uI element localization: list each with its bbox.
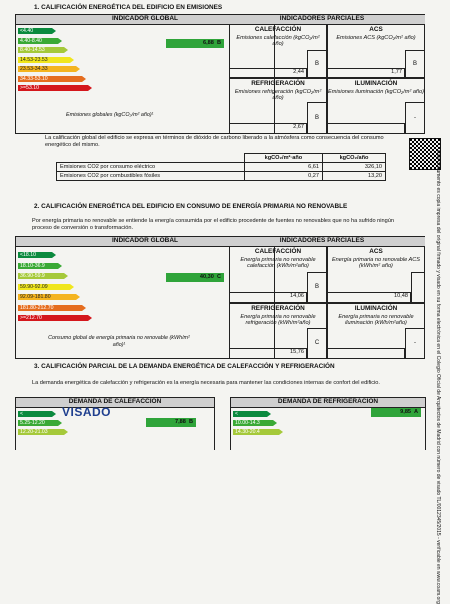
s1-refrigeracion-value: 2,67 [229, 123, 307, 134]
section1-partial-header: INDICADORES PARCIALES [219, 15, 425, 25]
s1-iluminacion-title: ILUMINACIÓN [354, 80, 398, 87]
s1-acs-letter: B [405, 50, 425, 78]
s2-calefaccion-label: Energía primaria no renovable calefacción (kWh/m²año) [240, 257, 316, 270]
scale-bar-3: 36.90-59.9 [18, 273, 64, 279]
section1-title: 1. CALIFICACIÓN ENERGÉTICA DEL EDIFICIO EN EMISIONES [34, 4, 223, 11]
section2-global-label: Consumo global de energía primaria no renovable (kWh/m² año)¹ [48, 335, 190, 348]
table-cell: Emisiones CO2 por consumo eléctrico [57, 163, 245, 172]
scale-bar-7: >=212.70 [18, 315, 88, 321]
s1-refrigeracion-label: Emisiones refrigeración (kgCO₂/m² año) [234, 89, 322, 102]
s1-iluminacion-letter: - [405, 102, 425, 134]
sidebar-text: Este documento es copia impresa del original firmado y visado en su forma electrónica en el Colegio Oficial de Arquitectos de Madrid con número de visado TL/0012345/2015 - verificable en www.coam.org [435, 150, 441, 604]
table-cell: 13,20 [323, 172, 386, 181]
table-cell: Emisiones CO2 por combustibles fósiles [57, 172, 245, 181]
s1-calefaccion-title: CALEFACCIÓN [254, 26, 302, 33]
section2-marker-letter: C [216, 274, 221, 280]
section1-marker-value: 6,88 [202, 40, 214, 46]
s2-acs-letter [411, 272, 425, 303]
section2-note: Por energía primaria no renovable se entiende la energía consumida por el edificio procedente de fuentes no renovables que no ha sufrido ningún proceso de conversión o transformación. [32, 218, 394, 231]
scale-bar-3: 8.40-14.53 [18, 47, 64, 53]
section1-global-label: Emisiones globales (kgCO₂/m² año)¹ [66, 112, 154, 118]
s2-iluminacion-value [327, 348, 405, 359]
section1-marker [166, 39, 224, 48]
section3-title: 3. CALIFICACIÓN PARCIAL DE LA DEMANDA ENERGÉTICA DE CALEFACCIÓN Y REFRIGERACIÓN [34, 363, 335, 370]
scale-bar-6: 181.80-212.70 [18, 305, 82, 311]
section1-note: La calificación global del edificio se expresa en términos de dióxido de carbono liberado a la atmósfera como consecuencia del consumo energético del mismo. [45, 135, 384, 148]
table-header-cell: kgCO₂/año [323, 154, 386, 163]
section3-calef-header: DEMANDA DE CALEFACCIÓN [16, 398, 214, 408]
s2-calefaccion-letter: B [307, 272, 327, 303]
scale-bar-4: 59.90-92.09 [18, 284, 70, 290]
s2-acs-value: 10,48 [327, 292, 411, 303]
scale-bar-1: < [18, 411, 52, 417]
s2-acs-title: ACS [369, 248, 383, 255]
s1-calefaccion-value: 2,44 [229, 68, 307, 78]
scale-bar-7: >=53.10 [18, 85, 88, 91]
s2-calefaccion-value: 14,06 [229, 292, 307, 303]
section2-marker-value: 40,30 [199, 274, 214, 280]
section1-emissions-table [56, 153, 386, 181]
scale-bar-2: 10.00-14.3 [233, 420, 273, 426]
section2-partial-header: INDICADORES PARCIALES [219, 237, 425, 247]
section1-marker-letter: B [216, 40, 221, 46]
scale-bar-6: 34.33-53.10 [18, 76, 82, 82]
scale-bar-2: 5.25-12.20 [18, 420, 58, 426]
section2-global-header: INDICADOR GLOBAL [16, 237, 274, 247]
section3-calef-value: 7,88 [174, 419, 186, 425]
table-cell: 6,61 [244, 163, 322, 172]
s1-iluminacion-value [327, 123, 405, 134]
s2-refrigeracion-label: Energía primaria no renovable refrigeración (kWh/m²año) [240, 314, 316, 327]
table-row [57, 154, 386, 163]
section3-calef-letter: B [188, 419, 193, 425]
scale-bar-1: < [233, 411, 267, 417]
s2-iluminacion-title: ILUMINACIÓN [354, 305, 398, 312]
section3-note: La demanda energética de calefacción y refrigeración es la energía necesaria para mantener las condiciones internas de confort del edificio. [32, 380, 380, 386]
s2-refrigeracion-title: REFRIGERACIÓN [251, 305, 305, 312]
scale-bar-2: 18.10-36.9 [18, 263, 58, 269]
table-row [57, 172, 386, 181]
section3-calef-box [15, 397, 215, 450]
s1-iluminacion-label: Emisiones iluminación (kgCO₂/m² año) [328, 89, 425, 95]
section3-refri-letter: A [413, 409, 418, 415]
s1-calefaccion-label: Emisiones calefacción (kgCO₂/m² año) [236, 35, 320, 48]
table-row [57, 163, 386, 172]
scale-bar-3: 12.20-21.03 [18, 429, 64, 435]
table-cell: 326,10 [323, 163, 386, 172]
section3-refri-marker [371, 408, 421, 417]
s1-refrigeracion-title: REFRIGERACIÓN [251, 80, 305, 87]
s1-acs-label: Emisiones ACS (kgCO₂/m² año) [336, 35, 416, 41]
scale-bar-4: 14.53-23.53 [18, 57, 70, 63]
scale-bar-1: <4.40 [18, 28, 52, 34]
table-header-cell [57, 154, 245, 163]
s2-acs-label: Energía primaria no renovable ACS (kWh/m² año) [331, 257, 421, 270]
scale-bar-2: 4.40-8.40 [18, 38, 58, 44]
table-cell: 0,27 [244, 172, 322, 181]
s2-refrigeracion-letter: C [307, 328, 327, 359]
section3-refri-header: DEMANDA DE REFRIGERACIÓN [231, 398, 425, 408]
s2-iluminacion-label: Energía primaria no renovable iluminación (kWh/m²año) [338, 314, 414, 327]
section1-global-header: INDICADOR GLOBAL [16, 15, 274, 25]
s2-calefaccion-title: CALEFACCIÓN [254, 248, 302, 255]
s1-acs-value: 1,77 [327, 68, 405, 78]
scale-bar-1: <18.10 [18, 252, 52, 258]
s1-refrigeracion-letter: B [307, 102, 327, 134]
section2-marker [166, 273, 224, 282]
s2-iluminacion-letter: - [405, 328, 425, 359]
s2-refrigeracion-value: 15,76 [229, 348, 307, 359]
visado-logo: VISADO [62, 405, 112, 419]
scale-bar-5: 23.53-34.33 [18, 66, 76, 72]
s1-calefaccion-letter: B [307, 50, 327, 78]
scale-bar-5: 92.09-181.80 [18, 294, 76, 300]
sidebar-verification-text [432, 150, 442, 604]
section2-title: 2. CALIFICACIÓN ENERGÉTICA DEL EDIFICIO EN CONSUMO DE ENERGÍA PRIMARIA NO RENOVABLE [34, 203, 348, 210]
s1-acs-title: ACS [369, 26, 383, 33]
table-header-cell: kgCO₂/m²·año [244, 154, 322, 163]
section3-refri-value: 9,85 [400, 409, 412, 415]
section3-refri-box [230, 397, 426, 450]
section3-calef-marker [146, 418, 196, 427]
scale-bar-3: 14.30-20.4 [233, 429, 279, 435]
